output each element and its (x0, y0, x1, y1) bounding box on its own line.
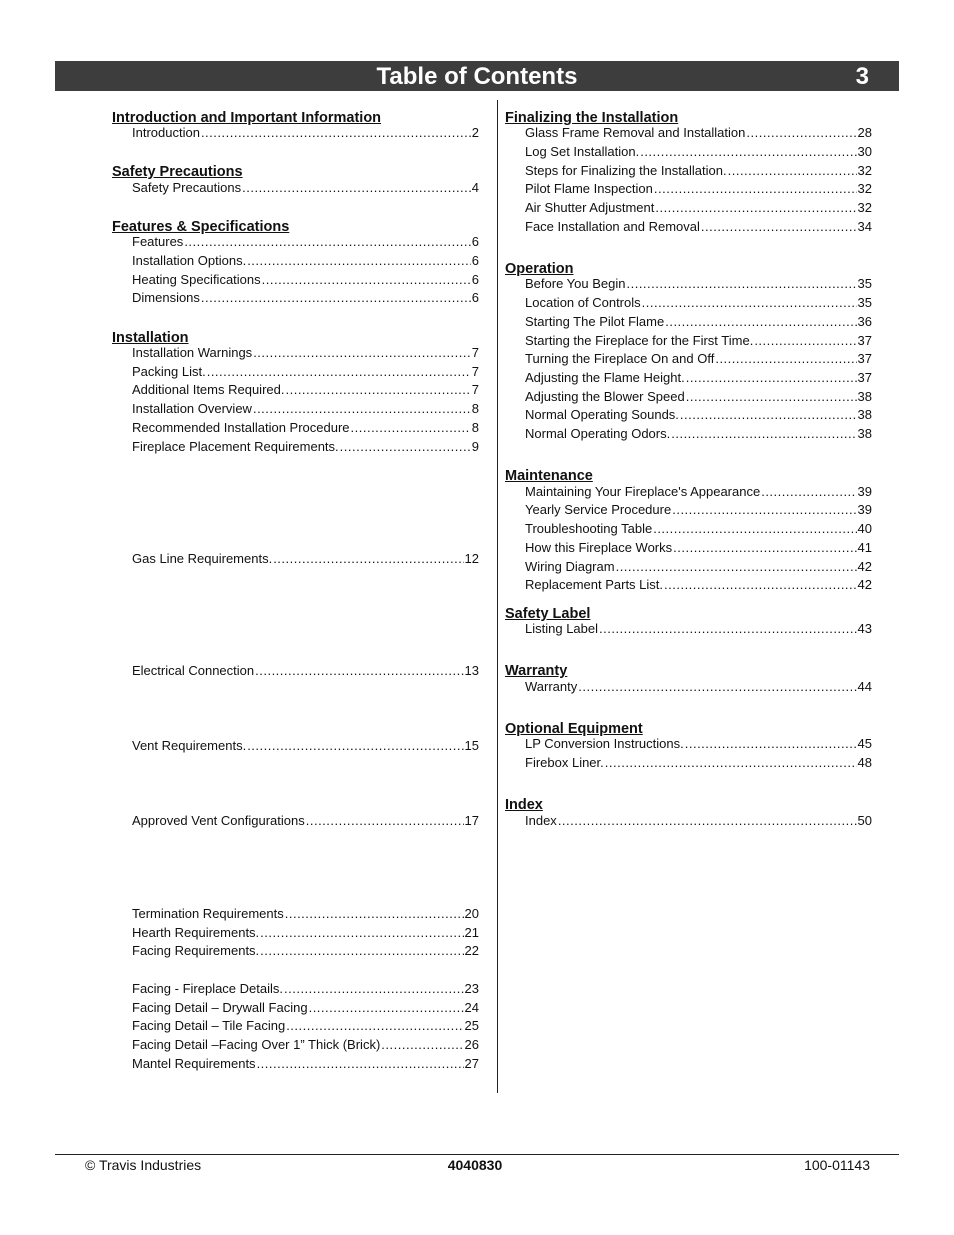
dot-leader (253, 400, 471, 418)
toc-entry-page: 8 (471, 401, 479, 416)
section-heading-safety-label[interactable]: Safety Label (505, 606, 591, 622)
toc-entry-label: Starting The Pilot Flame (525, 314, 665, 329)
toc-entry-label: Vent Requirements. (132, 738, 247, 753)
dot-leader (605, 754, 857, 772)
toc-entry-page: 17 (464, 813, 479, 828)
toc-entry-label: Termination Requirements (132, 906, 284, 921)
toc-entry-label: Facing Detail – Tile Facing (132, 1018, 286, 1033)
toc-entry[interactable] (132, 419, 479, 437)
toc-entry[interactable] (525, 520, 872, 538)
toc-entry[interactable] (525, 576, 872, 594)
dot-leader (262, 271, 471, 289)
dot-leader (686, 388, 857, 406)
toc-entry-label: Facing Detail – Drywall Facing (132, 1000, 308, 1015)
toc-entry[interactable] (132, 252, 479, 270)
toc-entry[interactable] (525, 812, 872, 830)
dot-leader (253, 344, 471, 362)
toc-entry-label: Troubleshooting Table (525, 521, 653, 536)
dot-leader (685, 735, 857, 753)
toc-entry[interactable] (132, 924, 479, 942)
toc-entry-label: Steps for Finalizing the Installation. (525, 163, 727, 178)
toc-entry-page: 30 (857, 144, 872, 159)
toc-entry-page: 9 (471, 439, 479, 454)
dot-leader (247, 252, 471, 270)
toc-entry-label: Features (132, 234, 184, 249)
toc-entry-page: 34 (857, 219, 872, 234)
toc-entry-page: 41 (857, 540, 872, 555)
toc-entry[interactable] (132, 233, 479, 251)
dot-leader (260, 924, 463, 942)
section-heading-index[interactable]: Index (505, 797, 543, 813)
dot-leader (285, 905, 464, 923)
toc-entry[interactable] (525, 143, 872, 161)
toc-entry-page: 42 (857, 559, 872, 574)
dot-leader (671, 425, 856, 443)
toc-entry[interactable] (525, 620, 872, 638)
dot-leader (616, 558, 857, 576)
toc-entry-page: 20 (464, 906, 479, 921)
dot-leader (201, 124, 471, 142)
section-heading-introduction-and-important-information[interactable]: Introduction and Important Information (112, 110, 382, 126)
toc-entry[interactable] (525, 425, 872, 443)
toc-entry-page: 43 (857, 621, 872, 636)
dot-leader (654, 180, 857, 198)
toc-entry-label: Adjusting the Flame Height. (525, 370, 685, 385)
section-heading-features-specifications[interactable]: Features & Specifications (112, 219, 290, 235)
dot-leader (599, 620, 857, 638)
toc-entry-label: Turning the Fireplace On and Off (525, 351, 715, 366)
toc-entry[interactable] (525, 369, 872, 387)
toc-entry-label: Replacement Parts List. (525, 577, 664, 592)
dot-leader (351, 419, 471, 437)
toc-entry-page: 23 (464, 981, 479, 996)
toc-entry-label: Starting the Fireplace for the First Time. (525, 333, 754, 348)
toc-entry-label: Wiring Diagram (525, 559, 615, 574)
toc-entry-label: Approved Vent Configurations (132, 813, 305, 828)
dot-leader (260, 942, 463, 960)
toc-entry[interactable] (132, 124, 479, 142)
toc-entry[interactable] (132, 812, 479, 830)
toc-entry-label: Before You Begin (525, 276, 626, 291)
toc-entry-page: 15 (464, 738, 479, 753)
dot-leader (665, 313, 856, 331)
toc-entry-page: 37 (857, 351, 872, 366)
toc-entry-page: 27 (464, 1056, 479, 1071)
toc-entry-label: Dimensions (132, 290, 200, 305)
toc-entry-label: Index (525, 813, 557, 828)
toc-entry[interactable] (132, 271, 479, 289)
toc-entry[interactable] (132, 1055, 479, 1073)
page-number: 3 (855, 63, 869, 90)
toc-entry-page: 7 (471, 345, 479, 360)
toc-entry-page: 39 (857, 484, 872, 499)
toc-entry-page: 6 (471, 234, 479, 249)
dot-leader (728, 162, 857, 180)
dot-leader (558, 812, 857, 830)
toc-entry-label: Adjusting the Blower Speed (525, 389, 685, 404)
footer-copyright: © Travis Industries (85, 1157, 202, 1173)
section-heading-operation[interactable]: Operation (505, 261, 574, 277)
toc-entry-page: 38 (857, 407, 872, 422)
toc-entry[interactable] (525, 162, 872, 180)
dot-leader (686, 369, 857, 387)
footer-document-number: 4040830 (447, 1157, 503, 1173)
toc-entry-label: Normal Operating Sounds. (525, 407, 679, 422)
dot-leader (640, 143, 856, 161)
dot-leader (673, 539, 856, 557)
dot-leader (284, 980, 464, 998)
dot-leader (207, 363, 471, 381)
toc-entry[interactable] (132, 942, 479, 960)
dot-leader (680, 406, 857, 424)
toc-entry[interactable] (132, 179, 479, 197)
dot-leader (247, 737, 463, 755)
toc-entry-page: 4 (471, 180, 479, 195)
toc-entry[interactable] (525, 350, 872, 368)
dot-leader (242, 179, 471, 197)
footer-part-number: 100-01143 (804, 1157, 870, 1173)
toc-entry-label: Normal Operating Odors. (525, 426, 671, 441)
toc-entry[interactable] (525, 199, 872, 217)
dot-leader (184, 233, 470, 251)
toc-entry[interactable] (525, 754, 872, 772)
toc-entry-label: Pilot Flame Inspection (525, 181, 653, 196)
toc-entry[interactable] (132, 999, 479, 1017)
section-heading-finalizing-the-installation[interactable]: Finalizing the Installation (505, 110, 679, 126)
toc-entry-label: Heating Specifications (132, 272, 261, 287)
toc-entry-label: Recommended Installation Procedure (132, 420, 350, 435)
toc-entry-label: Facing Detail –Facing Over 1” Thick (Brick) (132, 1037, 381, 1052)
toc-entry-label: Face Installation and Removal (525, 219, 700, 234)
toc-entry[interactable] (525, 388, 872, 406)
page-title: Table of Contents (376, 63, 578, 90)
toc-entry-page: 2 (471, 125, 479, 140)
toc-entry[interactable] (132, 400, 479, 418)
toc-entry-page: 37 (857, 370, 872, 385)
toc-entry[interactable] (132, 381, 479, 399)
toc-entry-page: 12 (464, 551, 479, 566)
dot-leader (381, 1036, 463, 1054)
toc-entry[interactable] (525, 483, 872, 501)
toc-entry-page: 36 (857, 314, 872, 329)
toc-entry[interactable] (525, 218, 872, 236)
toc-entry-page: 40 (857, 521, 872, 536)
toc-entry-page: 39 (857, 502, 872, 517)
toc-entry[interactable] (132, 289, 479, 307)
dot-leader (340, 438, 471, 456)
toc-entry-label: Location of Controls (525, 295, 641, 310)
toc-entry-page: 48 (857, 755, 872, 770)
toc-entry-label: Hearth Requirements. (132, 925, 260, 940)
section-heading-warranty[interactable]: Warranty (505, 663, 568, 679)
toc-entry-label: Electrical Connection (132, 663, 255, 678)
toc-entry-label: Warranty (525, 679, 578, 694)
toc-entry[interactable] (132, 662, 479, 680)
toc-entry-page: 42 (857, 577, 872, 592)
footer-rule (55, 1154, 899, 1155)
toc-entry-label: Listing Label (525, 621, 598, 636)
toc-entry[interactable] (132, 344, 479, 362)
toc-entry-label: Air Shutter Adjustment (525, 200, 655, 215)
toc-entry[interactable] (132, 980, 479, 998)
section-heading-optional-equipment[interactable]: Optional Equipment (505, 721, 643, 737)
toc-entry-label: Installation Options. (132, 253, 247, 268)
toc-entry-label: Log Set Installation. (525, 144, 640, 159)
toc-entry-page: 25 (464, 1018, 479, 1033)
dot-leader (201, 289, 471, 307)
toc-entry-label: How this Fireplace Works (525, 540, 673, 555)
toc-entry-page: 44 (857, 679, 872, 694)
section-heading-installation[interactable]: Installation (112, 330, 189, 346)
section-heading-safety-precautions[interactable]: Safety Precautions (112, 164, 243, 180)
toc-entry-label: LP Conversion Instructions. (525, 736, 684, 751)
toc-entry[interactable] (525, 124, 872, 142)
toc-entry[interactable] (525, 313, 872, 331)
toc-entry-page: 38 (857, 389, 872, 404)
dot-leader (309, 999, 464, 1017)
toc-entry[interactable] (132, 550, 479, 568)
toc-entry-label: Maintaining Your Fireplace's Appearance (525, 484, 761, 499)
header-bar (55, 61, 899, 91)
toc-entry-label: Facing Requirements. (132, 943, 260, 958)
toc-entry-page: 26 (464, 1037, 479, 1052)
dot-leader (255, 662, 463, 680)
toc-entry-label: Glass Frame Removal and Installation (525, 125, 746, 140)
dot-leader (653, 520, 856, 538)
dot-leader (655, 199, 856, 217)
toc-entry-page: 13 (464, 663, 479, 678)
toc-entry-page: 45 (857, 736, 872, 751)
dot-leader (257, 1055, 464, 1073)
column-divider (497, 100, 498, 1093)
toc-entry-page: 6 (471, 253, 479, 268)
toc-entry-page: 32 (857, 163, 872, 178)
dot-leader (286, 1017, 463, 1035)
toc-entry[interactable] (132, 438, 479, 456)
dot-leader (701, 218, 857, 236)
toc-entry[interactable] (132, 737, 479, 755)
toc-entry[interactable] (525, 558, 872, 576)
dot-leader (273, 550, 463, 568)
dot-leader (746, 124, 856, 142)
toc-entry-label: Packing List. (132, 364, 206, 379)
toc-entry[interactable] (525, 735, 872, 753)
toc-entry[interactable] (525, 678, 872, 696)
toc-entry[interactable] (132, 363, 479, 381)
dot-leader (754, 332, 856, 350)
toc-entry-page: 7 (471, 364, 479, 379)
toc-entry[interactable] (132, 1017, 479, 1035)
toc-entry-label: Fireplace Placement Requirements. (132, 439, 339, 454)
toc-entry-label: Mantel Requirements (132, 1056, 256, 1071)
toc-entry[interactable] (525, 332, 872, 350)
toc-entry-page: 35 (857, 295, 872, 310)
toc-entry-page: 38 (857, 426, 872, 441)
toc-entry-label: Introduction (132, 125, 200, 140)
toc-entry-label: Gas Line Requirements. (132, 551, 273, 566)
toc-entry-label: Facing - Fireplace Details. (132, 981, 283, 996)
toc-entry[interactable] (132, 1036, 479, 1054)
toc-entry-page: 21 (464, 925, 479, 940)
toc-entry-page: 32 (857, 200, 872, 215)
toc-entry-page: 28 (857, 125, 872, 140)
toc-entry[interactable] (525, 539, 872, 557)
toc-entry-page: 7 (471, 382, 479, 397)
toc-entry-label: Installation Warnings (132, 345, 253, 360)
toc-entry-label: Additional Items Required. (132, 382, 285, 397)
toc-entry[interactable] (525, 406, 872, 424)
dot-leader (642, 294, 857, 312)
toc-entry-page: 35 (857, 276, 872, 291)
toc-entry-page: 22 (464, 943, 479, 958)
toc-entry[interactable] (525, 501, 872, 519)
toc-entry-label: Firebox Liner. (525, 755, 604, 770)
toc-entry-page: 8 (471, 420, 479, 435)
dot-leader (578, 678, 856, 696)
toc-entry-label: Installation Overview (132, 401, 252, 416)
toc-entry[interactable] (525, 294, 872, 312)
toc-entry[interactable] (525, 275, 872, 293)
dot-leader (664, 576, 857, 594)
toc-entry-page: 6 (471, 290, 479, 305)
toc-entry-page: 24 (464, 1000, 479, 1015)
dot-leader (672, 501, 856, 519)
dot-leader (715, 350, 856, 368)
toc-entry-page: 6 (471, 272, 479, 287)
dot-leader (626, 275, 856, 293)
toc-entry[interactable] (132, 905, 479, 923)
toc-entry-label: Safety Precautions (132, 180, 242, 195)
toc-entry[interactable] (525, 180, 872, 198)
section-heading-maintenance[interactable]: Maintenance (505, 468, 593, 484)
dot-leader (306, 812, 464, 830)
dot-leader (761, 483, 856, 501)
toc-entry-label: Yearly Service Procedure (525, 502, 672, 517)
toc-entry-page: 50 (857, 813, 872, 828)
dot-leader (285, 381, 470, 399)
toc-entry-page: 32 (857, 181, 872, 196)
toc-entry-page: 37 (857, 333, 872, 348)
